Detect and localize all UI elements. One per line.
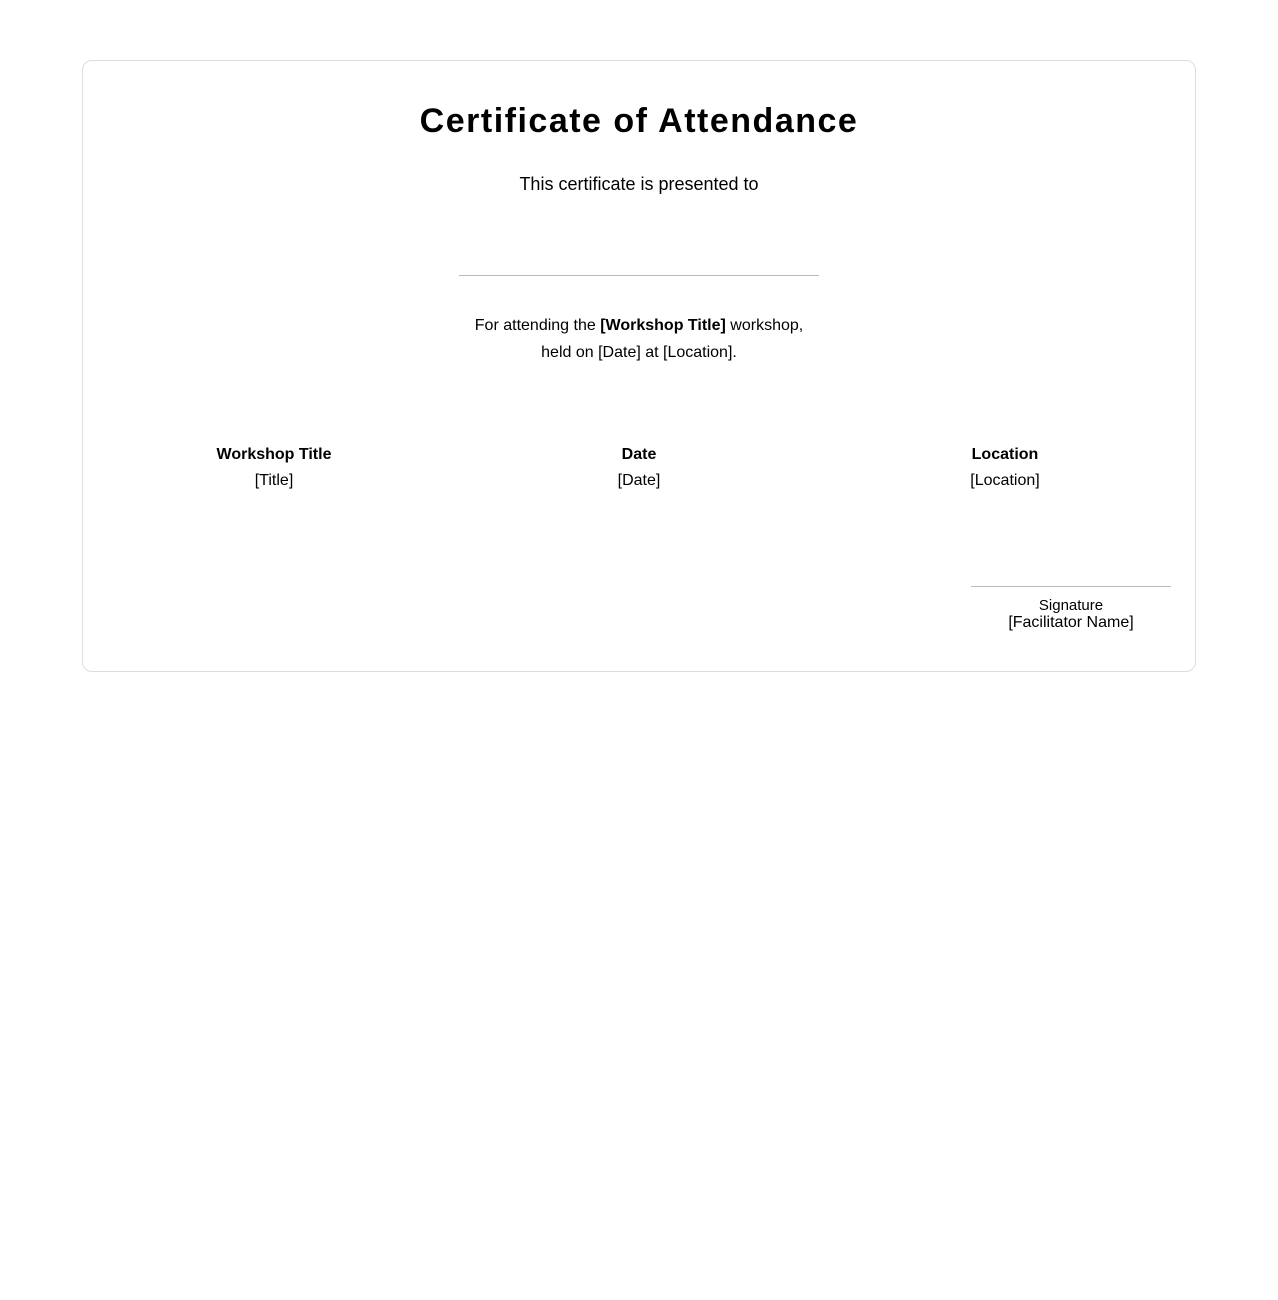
description-date-location: held on [Date] at [Location].	[541, 344, 737, 361]
description-suffix: workshop,	[725, 317, 804, 334]
detail-value: [Location]	[970, 472, 1040, 489]
detail-value: [Title]	[254, 472, 294, 489]
attendance-description	[83, 312, 1195, 366]
recipient-name-line	[459, 275, 819, 276]
detail-location	[885, 445, 1125, 491]
detail-value: [Date]	[617, 472, 661, 489]
signature-block	[971, 586, 1171, 632]
certificate-subtitle: This certificate is presented to	[519, 174, 759, 194]
detail-label: Location	[971, 446, 1039, 463]
description-prefix: For attending the	[474, 317, 601, 334]
detail-label: Workshop Title	[216, 446, 332, 463]
detail-date	[519, 445, 759, 491]
detail-label: Date	[621, 446, 657, 463]
certificate-title: Certificate of Attendance	[419, 102, 859, 140]
signature-label: Signature	[1038, 597, 1104, 614]
facilitator-name: [Facilitator Name]	[1008, 614, 1134, 631]
description-workshop-title: [Workshop Title]	[600, 317, 726, 334]
detail-workshop-title	[154, 445, 394, 491]
certificate-card	[82, 60, 1196, 672]
